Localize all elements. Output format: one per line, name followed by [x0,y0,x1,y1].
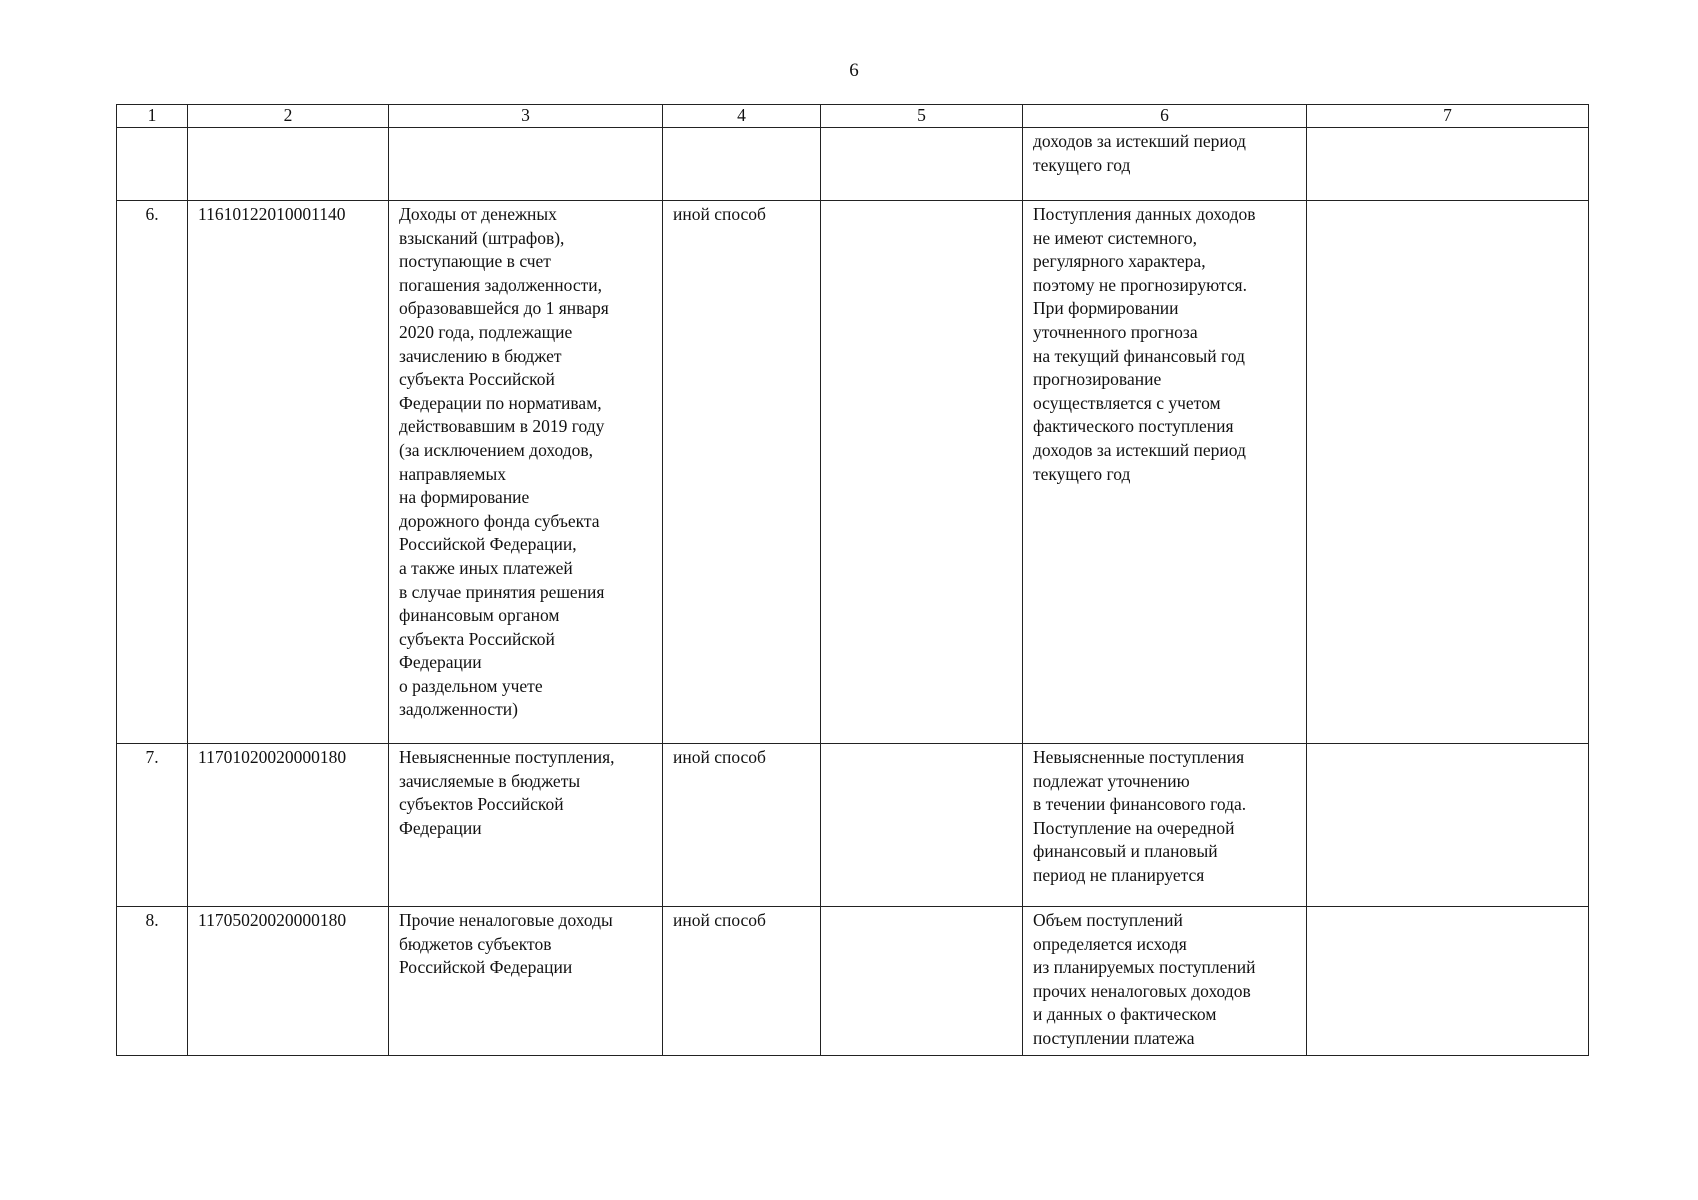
budget-code [188,128,389,201]
column-header-5: 5 [821,105,1023,128]
forecast-method [663,128,821,201]
comment-cell: доходов за истекший период текущего год [1023,128,1307,201]
column-header-7: 7 [1307,105,1589,128]
row-number: 8. [117,907,188,1056]
row-number: 6. [117,201,188,744]
revenue-name [389,128,663,201]
table-row [117,744,1589,907]
column-header-4: 4 [663,105,821,128]
comment-cell: Объем поступлений определяется исходя из планируемых поступлений прочих неналоговых доходов и данных о фактическом поступлении платежа [1023,907,1307,1056]
column-header-1: 1 [117,105,188,128]
column-header-6: 6 [1023,105,1307,128]
revenue-name: Прочие неналоговые доходы бюджетов субъектов Российской Федерации [389,907,663,1056]
column-header-2: 2 [188,105,389,128]
budget-code: 11701020020000180 [188,744,389,907]
column-7-cell [1307,907,1589,1056]
row-number [117,128,188,201]
column-5-cell [821,744,1023,907]
comment-cell: Поступления данных доходов не имеют системного, регулярного характера, поэтому не прогнозируются. При формировании уточненного прогноза на текущий финансовый год прогнозирование осуществляется с учетом фактического поступления доходов за истекший период текущего год [1023,201,1307,744]
table-row [117,201,1589,744]
revenue-table [116,104,1589,1056]
column-5-cell [821,128,1023,201]
budget-code: 11705020020000180 [188,907,389,1056]
column-header-3: 3 [389,105,663,128]
forecast-method: иной способ [663,907,821,1056]
table-row [117,907,1589,1056]
column-7-cell [1307,128,1589,201]
forecast-method: иной способ [663,201,821,744]
table-row [117,128,1589,201]
revenue-name: Невыясненные поступления, зачисляемые в бюджеты субъектов Российской Федерации [389,744,663,907]
page-number: 6 [849,60,859,81]
column-5-cell [821,201,1023,744]
column-5-cell [821,907,1023,1056]
comment-cell: Невыясненные поступления подлежат уточнению в течении финансового года. Поступление на очередной финансовый и плановый период не планируется [1023,744,1307,907]
forecast-method: иной способ [663,744,821,907]
revenue-name: Доходы от денежных взысканий (штрафов), поступающие в счет погашения задолженности, образовавшейся до 1 января 2020 года, подлежащие зачислению в бюджет субъекта Российской Федерации по нормативам, действовавшим в 2019 году (за исключением доходов, направляемых на формирование дорожного фонда субъекта Российской Федерации, а также иных платежей в случае принятия решения финансовым органом субъекта Российской Федерации о раздельном учете задолженности) [389,201,663,744]
row-number: 7. [117,744,188,907]
header-row [117,105,1589,128]
budget-code: 11610122010001140 [188,201,389,744]
column-7-cell [1307,201,1589,744]
column-7-cell [1307,744,1589,907]
